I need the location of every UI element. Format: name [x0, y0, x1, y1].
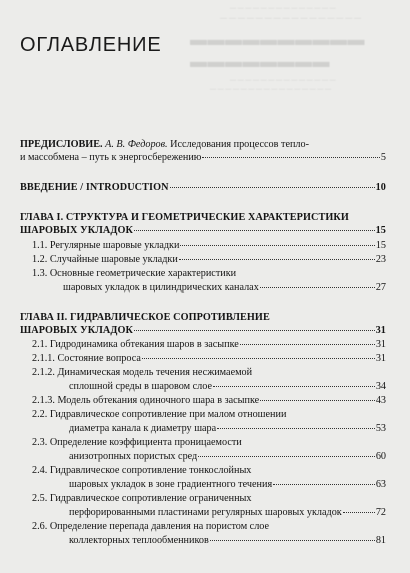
toc-item-label: 2.3. Определение коэффициента проницаемости	[32, 437, 242, 448]
page-number: 60	[375, 451, 386, 462]
dot-leader	[210, 539, 375, 541]
intro-label: ВВЕДЕНИЕ / INTRODUCTION	[20, 182, 169, 193]
dot-leader	[134, 229, 375, 231]
chapter-2-title-line2: ШАРОВЫХ УКЛАДОК	[20, 325, 133, 336]
toc-item-label: 2.6. Определение перепада давления на пористом слое	[32, 521, 270, 532]
toc-item-2-4[interactable]	[69, 478, 386, 491]
dot-leader	[213, 385, 375, 387]
dot-leader	[134, 329, 375, 331]
dot-leader	[240, 343, 375, 345]
dot-leader	[180, 244, 374, 246]
toc-item-label-cont: перфорированными пластинами регулярных шаровых укладок	[69, 507, 342, 518]
page-number: 5	[380, 152, 386, 163]
page-number: 10	[375, 182, 386, 193]
page-number: 31	[375, 353, 386, 364]
toc-item-label: 2.1.1. Состояние вопроса	[32, 353, 141, 364]
toc-item-label: 1.3. Основные геометрические характеристики	[32, 268, 237, 279]
page-number: 63	[375, 479, 386, 490]
toc-item-label-cont: сплошной среды в шаровом слое	[69, 381, 213, 392]
toc-item-label-cont: диаметра канала к диаметру шара	[69, 423, 217, 434]
chapter-1-title-line1: ГЛАВА I. СТРУКТУРА И ГЕОМЕТРИЧЕСКИЕ ХАРАКТЕРИСТИКИ	[20, 212, 349, 223]
toc-item-label: 2.1. Гидродинамика обтекания шаров в засыпке	[32, 339, 239, 350]
page-number: 23	[375, 254, 386, 265]
chapter-2-title-line1: ГЛАВА II. ГИДРАВЛИЧЕСКОЕ СОПРОТИВЛЕНИЕ	[20, 312, 270, 323]
page-number: 72	[375, 507, 386, 518]
preface-text-line1: Исследования процессов тепло-	[170, 139, 309, 150]
page-number: 43	[375, 395, 386, 406]
dot-leader	[273, 483, 375, 485]
toc-preface-line1	[20, 138, 386, 151]
toc-item-label: 2.2. Гидравлическое сопротивление при малом отношении	[32, 409, 287, 420]
page-number: 53	[375, 423, 386, 434]
toc-item-2-6[interactable]	[69, 534, 386, 547]
preface-label: ПРЕДИСЛОВИЕ.	[20, 139, 103, 150]
toc-chapter-1[interactable]	[20, 224, 386, 237]
toc-item-2-2[interactable]	[69, 422, 386, 435]
dot-leader	[260, 399, 375, 401]
toc-item-2-1-3[interactable]	[32, 394, 386, 407]
toc-item-label: 2.1.3. Модель обтекания одиночного шара в засыпке	[32, 395, 260, 406]
toc-item-label: 2.4. Гидравлическое сопротивление тонкослойных	[32, 465, 252, 476]
page-title: ОГЛАВЛЕНИЕ	[20, 34, 162, 56]
show-through-text: — — — — — — — — — — — — — — — — — — — — — — — — — — — — — — ▬▬▬▬▬▬▬▬▬▬ ▬▬▬▬▬▬▬▬ — — — — — — — — — — — — — — — — — — — — — — — — — — — — — —	[190, 6, 365, 93]
toc-item-label-cont: шаровых укладок в зоне градиентного течения	[69, 479, 273, 490]
page-number: 15	[375, 240, 386, 251]
toc-preface-line2[interactable]	[20, 151, 386, 164]
dot-leader	[170, 186, 375, 188]
toc-item-label-cont: коллекторных теплообменников	[69, 535, 209, 546]
dot-leader	[343, 511, 375, 513]
page-number: 34	[375, 381, 386, 392]
toc-item-1-3[interactable]	[63, 281, 386, 294]
page-number: 27	[375, 282, 386, 293]
toc-item-2-1-2[interactable]	[69, 380, 386, 393]
toc-item-2-1[interactable]	[32, 338, 386, 351]
page-number: 31	[375, 325, 386, 336]
dot-leader	[217, 427, 375, 429]
toc-item-2-3[interactable]	[69, 450, 386, 463]
toc-item-1-1[interactable]	[32, 239, 386, 252]
dot-leader	[198, 455, 375, 457]
toc-item-label: 1.1. Регулярные шаровые укладки	[32, 240, 180, 251]
chapter-1-title-line2: ШАРОВЫХ УКЛАДОК	[20, 225, 133, 236]
toc-item-label: 2.1.2. Динамическая модель течения несжимаемой	[32, 367, 253, 378]
toc-item-2-1-1[interactable]	[32, 352, 386, 365]
page-number: 15	[375, 225, 386, 236]
toc-item-1-2[interactable]	[32, 253, 386, 266]
dot-leader	[179, 258, 375, 260]
dot-leader	[202, 156, 379, 158]
toc-item-label-cont: анизотропных пористых сред	[69, 451, 198, 462]
toc-item-label: 1.2. Случайные шаровые укладки	[32, 254, 178, 265]
preface-author: А. В. Федоров.	[105, 139, 168, 150]
dot-leader	[142, 357, 375, 359]
toc-item-label: 2.5. Гидравлическое сопротивление ограниченных	[32, 493, 252, 504]
page-number: 31	[375, 339, 386, 350]
dot-leader	[260, 286, 375, 288]
toc-chapter-2[interactable]	[20, 324, 386, 337]
toc-item-2-5[interactable]	[69, 506, 386, 519]
toc-item-label-cont: шаровых укладок в цилиндрических каналах	[63, 282, 259, 293]
toc-introduction[interactable]	[20, 181, 386, 194]
page-number: 81	[375, 535, 386, 546]
preface-text-line2: и массобмена – путь к энергосбережению	[20, 152, 202, 163]
